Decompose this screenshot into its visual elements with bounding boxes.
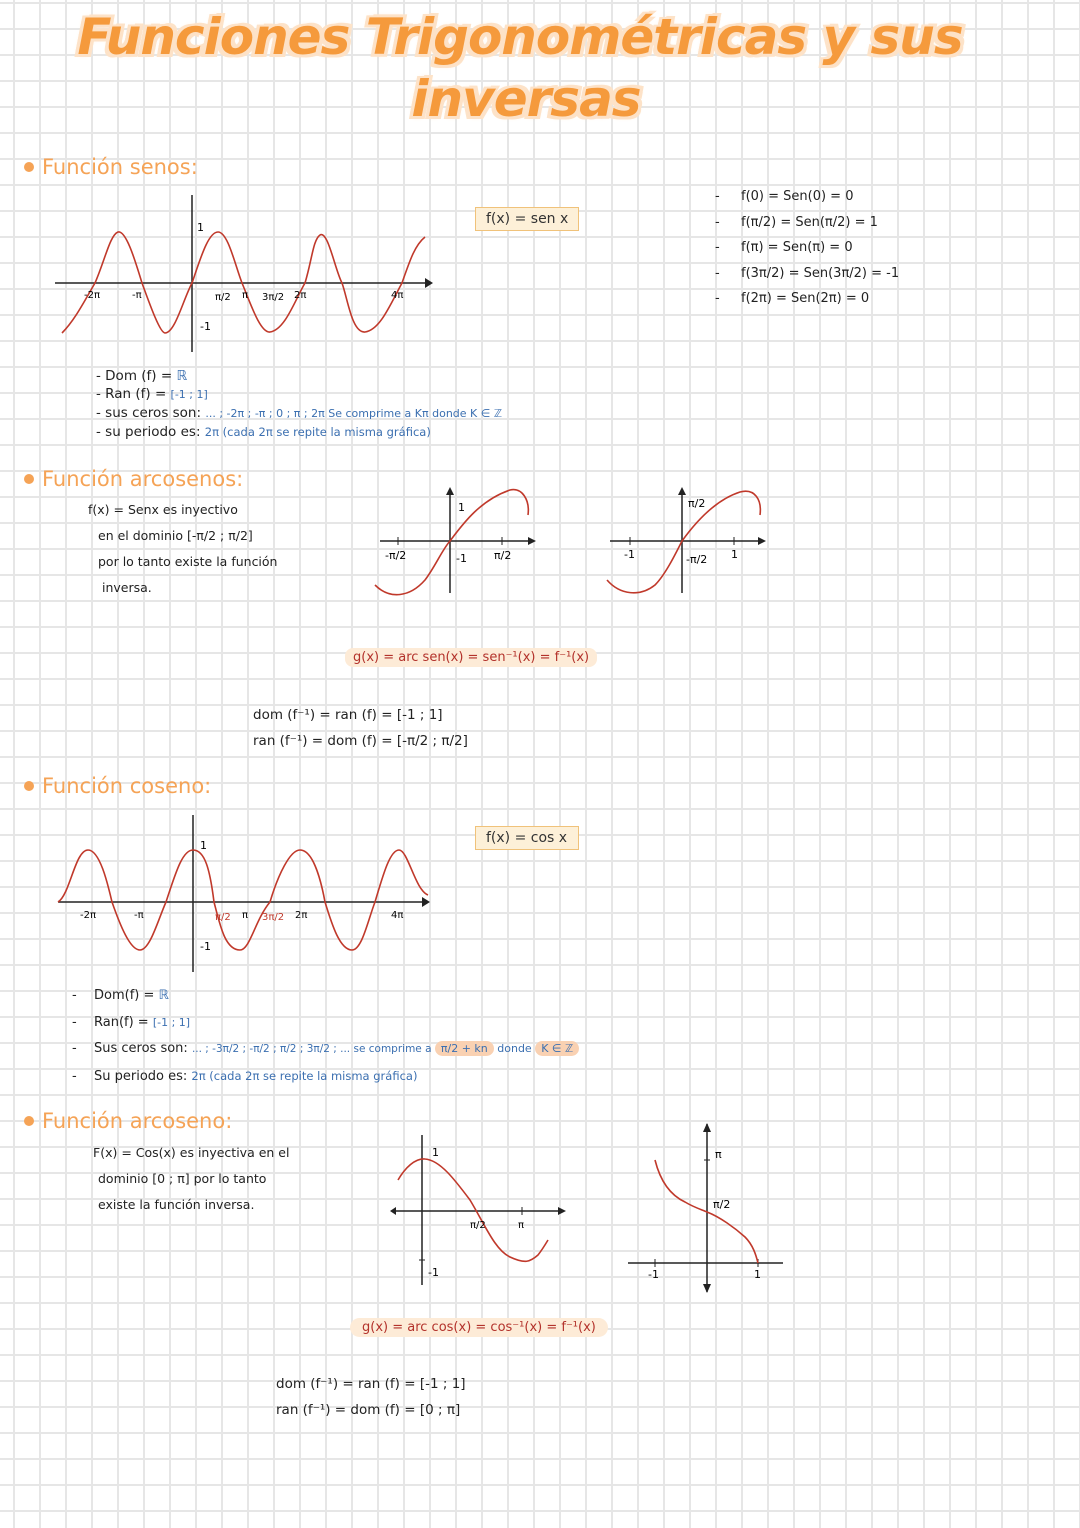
y-label: 1 [432,1146,439,1159]
sine-properties [96,367,502,441]
y-label: -1 [200,940,211,953]
arccos-explanation [93,1140,289,1218]
y-label: π [715,1148,722,1161]
y-label: -1 [428,1266,439,1279]
x-label: 2π [294,290,307,301]
zeros-line: - sus ceros son: ... ; -2π ; -π ; 0 ; π ; 2π Se comprime a Kπ donde K ∈ ℤ [96,405,503,421]
arccos-graph [625,1120,790,1300]
x-label: π/2 [494,549,512,562]
text-line: por lo tanto existe la función [98,554,278,569]
x-label: 4π [391,290,404,301]
inverse-domain: dom (f⁻¹) = ran (f) = [-1 ; 1] [276,1376,466,1392]
sine-values-list [715,184,899,312]
y-label-bottom: -1 [200,320,211,333]
section-heading-text: Función senos: [42,155,198,179]
x-label: π [242,910,249,921]
list-item: - f(π) = Sen(π) = 0 [715,240,853,255]
cosine-properties [72,983,579,1090]
ran-line: - Ran (f) = [-1 ; 1] [96,386,208,402]
text-line: dominio [0 ; π] por lo tanto [98,1171,267,1186]
section-heading-text: Función arcoseno: [42,1109,233,1133]
y-label: π/2 [688,497,706,510]
page-title-line1: Funciones Trigonométricas y sus [77,8,963,66]
x-label: 3π/2 [262,292,285,303]
text-line: inversa. [102,580,152,595]
inverse-domain: dom (f⁻¹) = ran (f) = [-1 ; 1] [253,707,443,723]
x-label: -2π [84,290,100,301]
x-label: 1 [731,548,738,561]
x-label: π [518,1220,525,1231]
sine-formula-box: f(x) = sen x [475,207,579,231]
section-heading-seno [24,155,198,179]
y-label: π/2 [713,1198,731,1211]
x-label: π [242,290,249,301]
x-label: π/2 [215,292,231,303]
section-heading-text: Función arcosenos: [42,467,244,491]
x-label: -1 [624,548,635,561]
page-title-line2: inversas [411,70,641,128]
x-label: -1 [648,1268,659,1281]
sine-restricted-graph [370,485,540,600]
x-label: 2π [295,910,308,921]
list-item: - f(3π/2) = Sen(3π/2) = -1 [715,265,900,281]
dom-line: - Dom(f) = ℝ [72,988,169,1003]
bullet-icon [24,1116,34,1126]
arcsine-domain-range [253,702,468,754]
inverse-range: ran (f⁻¹) = dom (f) = [0 ; π] [276,1402,461,1418]
list-item: - f(2π) = Sen(2π) = 0 [715,291,870,306]
list-item: - f(0) = Sen(0) = 0 [715,189,854,204]
x-label: 4π [391,910,404,921]
dom-line: - Dom (f) = ℝ [96,368,188,384]
x-label: 1 [754,1268,761,1281]
period-line: - su periodo es: 2π (cada 2π se repite la misma gráfica) [96,424,431,440]
section-heading-text: Función coseno: [42,774,212,798]
x-label: -π [132,290,142,301]
ran-line: - Ran(f) = [-1 ; 1] [72,1014,191,1030]
x-label: π/2 [470,1220,486,1231]
section-heading-coseno [24,774,211,798]
arccos-domain-range [276,1371,466,1423]
y-label-top: 1 [197,221,204,234]
y-label: -1 [456,552,467,565]
bullet-icon [24,162,34,172]
text-line: f(x) = Senx es inyectivo [88,502,238,517]
arcsine-graph [600,485,775,600]
cosine-formula-box: f(x) = cos x [475,826,579,850]
bullet-icon [24,474,34,484]
period-line: - Su periodo es: 2π (cada 2π se repite la misma gráfica) [72,1068,418,1084]
x-label: 3π/2 [262,912,285,923]
inverse-range: ran (f⁻¹) = dom (f) = [-π/2 ; π/2] [253,733,468,749]
arcsine-explanation [88,497,277,601]
text-line: F(x) = Cos(x) es inyectiva en el [93,1145,290,1160]
arcsine-formula: g(x) = arc sen(x) = sen⁻¹(x) = f⁻¹(x) [345,648,597,667]
list-item: - f(π/2) = Sen(π/2) = 1 [715,214,878,230]
cosine-graph [50,810,440,975]
bullet-icon [24,781,34,791]
x-label: π/2 [215,912,231,923]
x-label: -π/2 [385,549,407,562]
section-heading-arcoseno [24,467,243,491]
x-label: -π [134,910,144,921]
section-heading-arcocoseno [24,1109,232,1133]
x-label: -2π [80,910,96,921]
sine-graph [50,190,440,355]
zeros-line: - Sus ceros son: ... ; -3π/2 ; -π/2 ; π/2 ; 3π/2 ; ... se comprime a π/2 + kn donde K ∈ ℤ [72,1036,579,1063]
y-label: 1 [200,839,207,852]
cosine-restricted-graph [390,1130,570,1290]
arccos-formula: g(x) = arc cos(x) = cos⁻¹(x) = f⁻¹(x) [350,1318,608,1337]
text-line: en el dominio [-π/2 ; π/2] [98,528,253,543]
text-line: existe la función inversa. [98,1197,255,1212]
y-label: 1 [458,501,465,514]
y-label: -π/2 [686,553,708,566]
